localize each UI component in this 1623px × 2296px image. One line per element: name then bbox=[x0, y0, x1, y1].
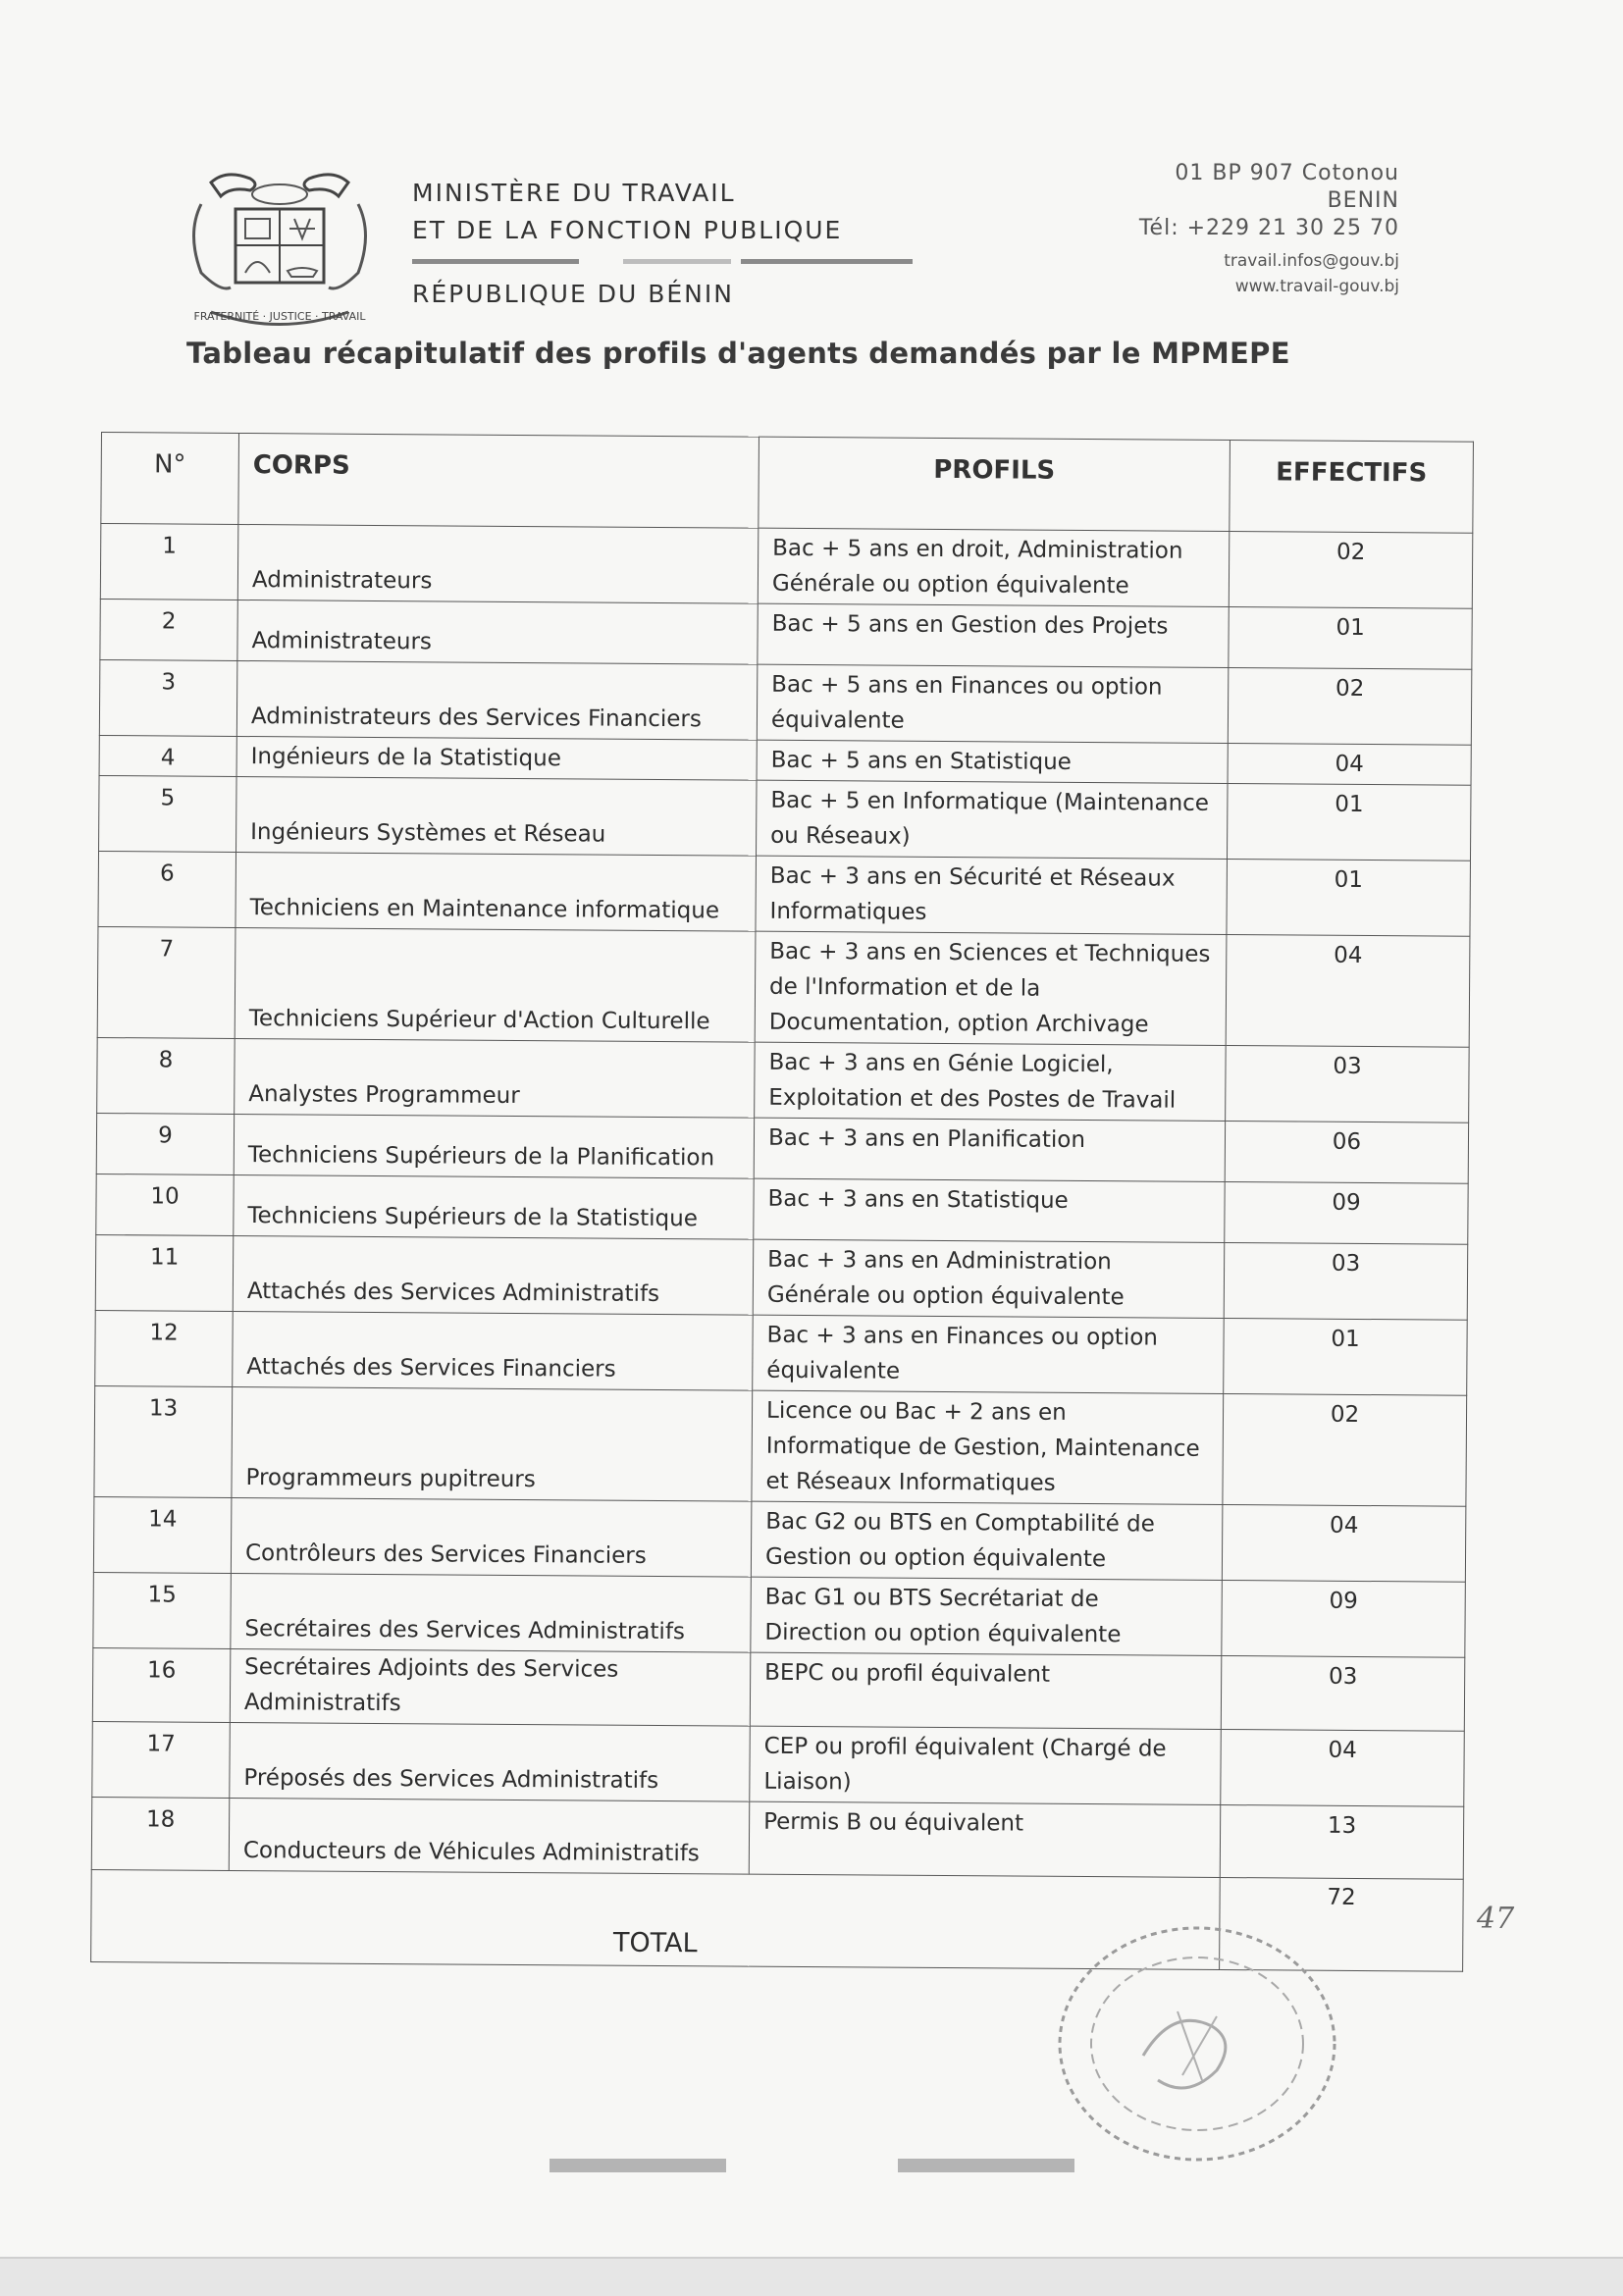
row-profil: Bac G1 ou BTS Secrétariat de Direction ou option équivalente bbox=[751, 1577, 1223, 1655]
row-effectif: 02 bbox=[1223, 1394, 1467, 1507]
table-row bbox=[99, 775, 1472, 861]
row-corps: Attachés des Services Administratifs bbox=[233, 1235, 754, 1315]
republic-name: RÉPUBLIQUE DU BÉNIN bbox=[412, 280, 734, 308]
table-row bbox=[100, 524, 1473, 609]
flag-rule bbox=[412, 259, 913, 265]
row-profil: Permis B ou équivalent bbox=[749, 1801, 1221, 1877]
row-corps: Programmeurs pupitreurs bbox=[232, 1386, 753, 1501]
row-number: 5 bbox=[99, 775, 237, 852]
ministry-name bbox=[412, 175, 842, 249]
row-effectif: 09 bbox=[1222, 1581, 1466, 1658]
table-header-row bbox=[101, 433, 1474, 534]
row-corps: Préposés des Services Administratifs bbox=[230, 1722, 751, 1801]
scan-mark-left bbox=[550, 2159, 726, 2172]
scan-mark-right bbox=[898, 2159, 1074, 2172]
row-number: 10 bbox=[96, 1174, 234, 1235]
row-corps: Techniciens Supérieurs de la Planification bbox=[234, 1114, 754, 1178]
table-row bbox=[92, 1721, 1465, 1806]
document-title: Tableau récapitulatif des profils d'agents demandés par le MPMEPE bbox=[186, 337, 1290, 370]
table-row bbox=[96, 1174, 1468, 1244]
row-effectif: 02 bbox=[1228, 668, 1472, 746]
row-effectif: 03 bbox=[1221, 1656, 1465, 1732]
contact-email: travail.infos@gouv.bj bbox=[1224, 251, 1399, 271]
row-number: 1 bbox=[100, 524, 238, 600]
row-effectif: 13 bbox=[1220, 1804, 1464, 1879]
row-corps: Ingénieurs Systèmes et Réseau bbox=[236, 776, 758, 856]
row-effectif: 04 bbox=[1226, 935, 1470, 1048]
row-number: 11 bbox=[95, 1234, 234, 1311]
table-row bbox=[92, 1647, 1464, 1731]
row-effectif: 04 bbox=[1222, 1505, 1466, 1583]
row-corps: Administrateurs bbox=[237, 600, 758, 664]
row-number: 8 bbox=[97, 1037, 236, 1114]
row-profil: Bac + 3 ans en Génie Logiciel, Exploitation et des Postes de Travail bbox=[755, 1042, 1227, 1121]
table-row bbox=[97, 926, 1470, 1047]
row-effectif: 03 bbox=[1226, 1046, 1470, 1123]
table-row bbox=[95, 1234, 1468, 1320]
contact-address: 01 BP 907 Cotonou bbox=[1175, 161, 1399, 185]
row-corps: Contrôleurs des Services Financiers bbox=[231, 1497, 752, 1577]
row-corps: Analystes Programmeur bbox=[235, 1038, 756, 1118]
row-number: 4 bbox=[99, 735, 236, 776]
header-effectifs: EFFECTIFS bbox=[1230, 441, 1474, 534]
scan-bottom-edge bbox=[0, 2257, 1623, 2296]
row-number: 6 bbox=[98, 851, 236, 927]
row-corps: Administrateurs des Services Financiers bbox=[236, 660, 758, 740]
row-effectif: 01 bbox=[1227, 860, 1471, 937]
row-effectif: 03 bbox=[1224, 1243, 1468, 1321]
table-row bbox=[95, 1310, 1468, 1395]
header-corps: CORPS bbox=[238, 433, 759, 528]
contact-block bbox=[1139, 160, 1399, 299]
contact-country: BENIN bbox=[1327, 188, 1399, 213]
row-corps: Techniciens en Maintenance informatique bbox=[236, 852, 757, 931]
row-number: 7 bbox=[97, 926, 236, 1038]
row-effectif: 01 bbox=[1224, 1319, 1468, 1396]
header-num: N° bbox=[101, 433, 239, 525]
contact-website: www.travail-gouv.bj bbox=[1234, 277, 1399, 296]
row-profil: Bac + 5 ans en Statistique bbox=[757, 740, 1228, 783]
row-profil: Bac + 3 ans en Sciences et Techniques de l'Information et de la Documentation, option Archivage bbox=[755, 931, 1227, 1045]
row-number: 2 bbox=[100, 599, 237, 660]
row-profil: Bac + 3 ans en Planification bbox=[754, 1118, 1225, 1181]
row-number: 14 bbox=[93, 1496, 232, 1573]
row-corps: Attachés des Services Financiers bbox=[233, 1311, 754, 1390]
row-corps: Ingénieurs de la Statistique bbox=[236, 736, 757, 780]
row-profil: Bac + 3 ans en Administration Générale ou option équivalente bbox=[753, 1239, 1225, 1318]
row-number: 15 bbox=[93, 1572, 232, 1648]
row-effectif: 04 bbox=[1228, 744, 1471, 786]
row-profil: Bac + 3 ans en Statistique bbox=[754, 1178, 1225, 1242]
row-corps: Secrétaires des Services Administratifs bbox=[231, 1573, 752, 1652]
row-effectif: 01 bbox=[1229, 607, 1472, 670]
table-row bbox=[93, 1496, 1466, 1582]
row-number: 16 bbox=[92, 1647, 231, 1722]
row-effectif: 04 bbox=[1221, 1729, 1465, 1806]
table-row bbox=[93, 1572, 1466, 1657]
row-number: 17 bbox=[92, 1721, 231, 1798]
row-profil: Bac + 3 ans en Finances ou option équivalente bbox=[753, 1315, 1225, 1393]
total-label: TOTAL bbox=[91, 1869, 1221, 1969]
table-row bbox=[96, 1113, 1468, 1183]
ministry-line-1: MINISTÈRE DU TRAVAIL bbox=[412, 179, 736, 207]
row-number: 18 bbox=[91, 1797, 230, 1870]
row-profil: BEPC ou profil équivalent bbox=[750, 1652, 1222, 1729]
table-body bbox=[91, 524, 1473, 1880]
table-row bbox=[91, 1797, 1463, 1879]
row-effectif: 02 bbox=[1229, 532, 1473, 609]
row-profil: CEP ou profil équivalent (Chargé de Liaison) bbox=[750, 1726, 1222, 1804]
row-profil: Licence ou Bac + 2 ans en Informatique de Gestion, Maintenance et Réseaux Informatiques bbox=[752, 1390, 1224, 1504]
row-corps: Secrétaires Adjoints des Services Administratifs bbox=[230, 1648, 751, 1726]
row-number: 12 bbox=[95, 1310, 234, 1386]
row-profil: Bac + 5 ans en droit, Administration Générale ou option équivalente bbox=[758, 528, 1230, 606]
row-profil: Bac G2 ou BTS en Comptabilité de Gestion ou option équivalente bbox=[751, 1501, 1223, 1580]
row-number: 9 bbox=[96, 1113, 234, 1174]
row-number: 3 bbox=[99, 659, 237, 736]
profiles-table bbox=[90, 432, 1474, 1972]
ministry-line-2: ET DE LA FONCTION PUBLIQUE bbox=[412, 216, 843, 244]
contact-phone: Tél: +229 21 30 25 70 bbox=[1138, 216, 1399, 240]
row-corps: Techniciens Supérieur d'Action Culturelle bbox=[235, 927, 756, 1042]
table-row bbox=[98, 851, 1471, 936]
table-row bbox=[97, 1037, 1470, 1122]
row-number: 13 bbox=[94, 1385, 233, 1497]
total-value: 72 bbox=[1220, 1877, 1464, 1971]
initials-mark: 47 bbox=[1477, 1902, 1515, 1936]
table-row bbox=[94, 1385, 1467, 1506]
emblem-motto: FRATERNITÉ · JUSTICE · TRAVAIL bbox=[193, 310, 366, 323]
official-stamp-icon bbox=[1050, 1918, 1344, 2168]
table-row bbox=[100, 599, 1472, 669]
row-effectif: 09 bbox=[1225, 1182, 1468, 1245]
row-profil: Bac + 5 en Informatique (Maintenance ou Réseaux) bbox=[756, 780, 1228, 859]
header-profils: PROFILS bbox=[759, 437, 1230, 531]
row-effectif: 06 bbox=[1225, 1122, 1468, 1184]
row-corps: Techniciens Supérieurs de la Statistique bbox=[234, 1174, 754, 1239]
row-corps: Conducteurs de Véhicules Administratifs bbox=[229, 1798, 750, 1874]
row-effectif: 01 bbox=[1227, 784, 1471, 861]
table-row bbox=[99, 659, 1472, 745]
row-corps: Administrateurs bbox=[237, 524, 759, 603]
row-profil: Bac + 5 ans en Finances ou option équivalente bbox=[757, 664, 1229, 743]
row-profil: Bac + 5 ans en Gestion des Projets bbox=[758, 603, 1229, 667]
benin-coat-of-arms-icon bbox=[182, 165, 378, 332]
profiles-table-container bbox=[90, 432, 1473, 1972]
row-profil: Bac + 3 ans en Sécurité et Réseaux Informatiques bbox=[756, 856, 1228, 934]
